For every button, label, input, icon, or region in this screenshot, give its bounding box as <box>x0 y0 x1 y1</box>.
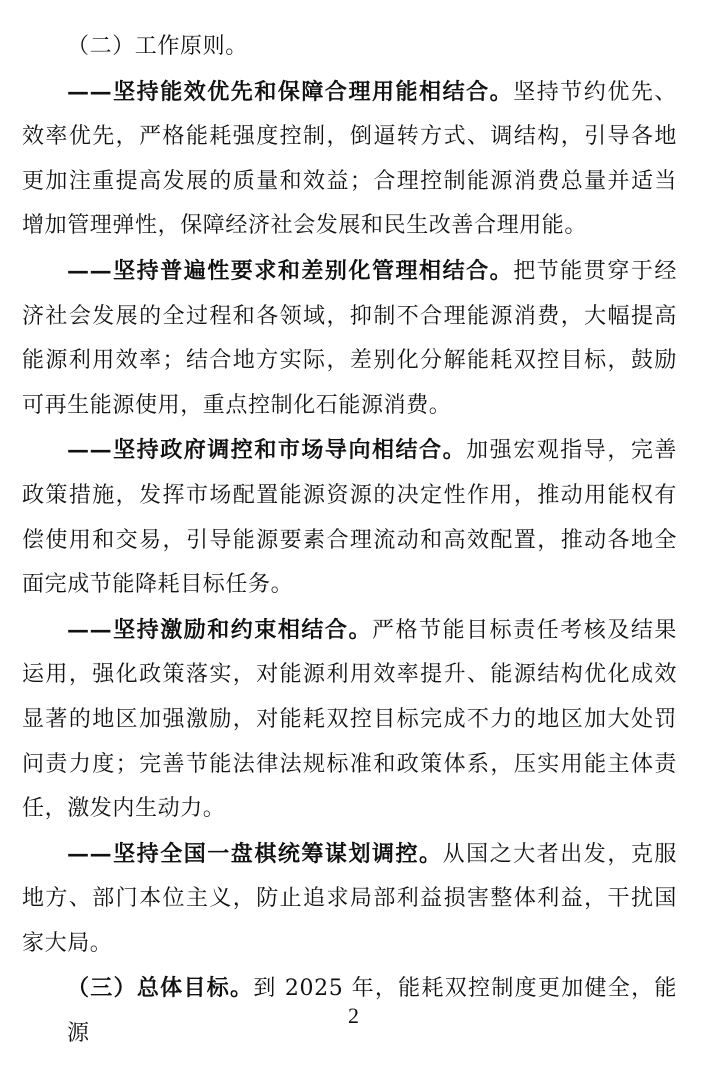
document-page <box>22 25 677 1057</box>
principle-paragraph-2 <box>22 249 677 428</box>
principle-1-body: 坚持节约优先、效率优先，严格能耗强度控制，倒逼转方式、调结构，引导各地更加注重提高发展的质量和效益；合理控制能源消费总量并适当增加管理弹性，保障经济社会发展和民生改善合理用能。 <box>22 79 678 239</box>
principle-3-title: ——坚持政府调控和市场导向相结合。 <box>67 437 467 464</box>
principle-paragraph-1 <box>22 70 677 249</box>
section-heading-work-principles <box>22 25 677 70</box>
principle-3-body: 加强宏观指导，完善政策措施，发挥市场配置能源资源的决定性作用，推动用能权有偿使用和交易，引导能源要素合理流动和高效配置，推动各地全面完成节能降耗目标任务。 <box>22 438 678 598</box>
principle-paragraph-4 <box>22 608 677 832</box>
principle-4-title: ——坚持激励和约束相结合。 <box>67 616 372 643</box>
principle-5-body: 从国之大者出发，克服地方、部门本位主义，防止追求局部利益损害整体利益，干扰国家大局。 <box>22 841 677 956</box>
principle-4-body: 严格节能目标责任考核及结果运用，强化政策落实，对能源利用效率提升、能源结构优化成效显著的地区加强激励，对能耗双控目标完成不力的地区加大处罚问责力度；完善节能法律法规标准和政策体系，压实用能主体责任，激发内生动力。 <box>22 617 677 822</box>
principle-5-title: ——坚持全国一盘棋统筹谋划调控。 <box>67 840 443 867</box>
principle-paragraph-5 <box>22 832 677 967</box>
principle-paragraph-3 <box>22 428 677 607</box>
section-3-heading: （三）总体目标。 <box>67 975 254 1002</box>
principle-2-body: 把节能贯穿于经济社会发展的全过程和各领域，抑制不合理能源消费，大幅提高能源利用效率；结合地方实际，差别化分解能耗双控目标，鼓励可再生能源使用，重点控制化石能源消费。 <box>22 258 678 418</box>
principle-2-title: ——坚持普遍性要求和差别化管理相结合。 <box>67 257 514 284</box>
section-2-heading: （二）工作原则。 <box>67 34 248 59</box>
principle-1-title: ——坚持能效优先和保障合理用能相结合。 <box>67 78 514 105</box>
page-number: 2 <box>348 1003 359 1028</box>
section-3-body: 到 2025 年，能耗双控制度更加健全，能源 <box>67 976 677 1047</box>
